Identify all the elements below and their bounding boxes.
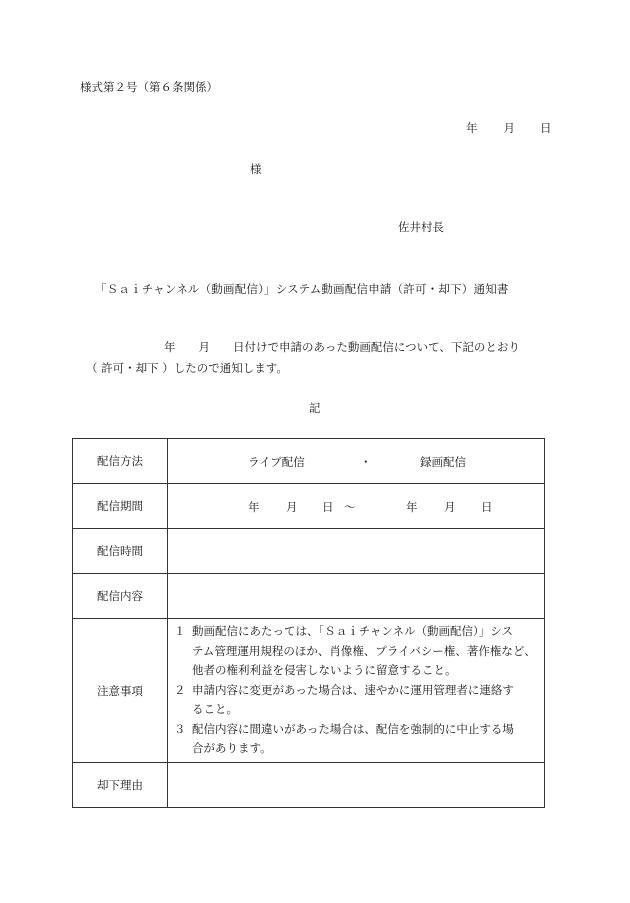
note-text: 他者の権利利益を侵害しないように留意すること。 <box>192 663 457 678</box>
note-item <box>174 720 540 759</box>
details-table <box>72 438 545 808</box>
period-end-month: 月 <box>444 500 456 514</box>
note-text: 申請内容に変更があった場合は、速やかに運用管理者に連絡す <box>192 682 514 697</box>
table-row <box>73 484 545 529</box>
method-option-live: ライブ配信 <box>248 455 305 469</box>
method-option-recorded: 録画配信 <box>420 455 466 469</box>
period-start-month: 月 <box>286 500 298 514</box>
document-title: 「Ｓａｉチャンネル（動画配信）」システム動画配信申請（許可・却下）通知書 <box>95 282 509 296</box>
rejection-value <box>168 763 545 808</box>
content-value <box>168 574 545 619</box>
table-row <box>73 763 545 808</box>
table-row <box>73 529 545 574</box>
table-row <box>73 439 545 484</box>
period-start-day: 日 <box>322 500 334 514</box>
note-number: ３ <box>174 721 186 736</box>
date-year: 年 <box>466 121 478 135</box>
note-number: １ <box>174 624 186 639</box>
note-text: 配信内容に間違いがあった場合は、配信を強制的に中止する場 <box>192 721 514 736</box>
method-separator: ・ <box>360 455 372 469</box>
period-end-year: 年 <box>406 500 418 514</box>
note-item <box>174 681 540 720</box>
date-line <box>466 122 552 136</box>
form-number: 様式第２号（第６条関係） <box>80 80 218 94</box>
note-text: 合があります。 <box>192 741 272 756</box>
rejection-label: 却下理由 <box>73 763 168 808</box>
period-start-year: 年 <box>248 500 260 514</box>
period-end-day: 日 <box>481 500 493 514</box>
table-row <box>73 574 545 619</box>
ki-heading: 記 <box>309 401 321 415</box>
addressee-honorific: 様 <box>250 162 262 176</box>
note-item <box>174 622 540 681</box>
period-label: 配信期間 <box>73 484 168 529</box>
body-line-1: 年 月 日付けで申請のあった動画配信について、下記のとおり <box>164 340 520 354</box>
note-text: ること。 <box>192 702 238 717</box>
issuer: 佐井村長 <box>398 220 444 234</box>
time-value <box>168 529 545 574</box>
method-label: 配信方法 <box>73 439 168 484</box>
time-label: 配信時間 <box>73 529 168 574</box>
notes-value <box>168 619 545 763</box>
content-label: 配信内容 <box>73 574 168 619</box>
body-line-2: （ 許可・却下 ）したので通知します。 <box>86 361 288 375</box>
note-number: ２ <box>174 682 186 697</box>
note-text: テム管理運用規程のほか、肖像権、プライバシー権、著作権など、 <box>192 643 536 658</box>
period-tilde: ～ <box>344 500 356 514</box>
date-month: 月 <box>503 121 515 135</box>
notes-label: 注意事項 <box>73 619 168 763</box>
note-text: 動画配信にあたっては、「Ｓａｉチャンネル（動画配信）」シス <box>192 624 513 639</box>
date-day: 日 <box>540 121 552 135</box>
period-value <box>168 484 545 529</box>
table-row <box>73 619 545 763</box>
method-value <box>168 439 545 484</box>
